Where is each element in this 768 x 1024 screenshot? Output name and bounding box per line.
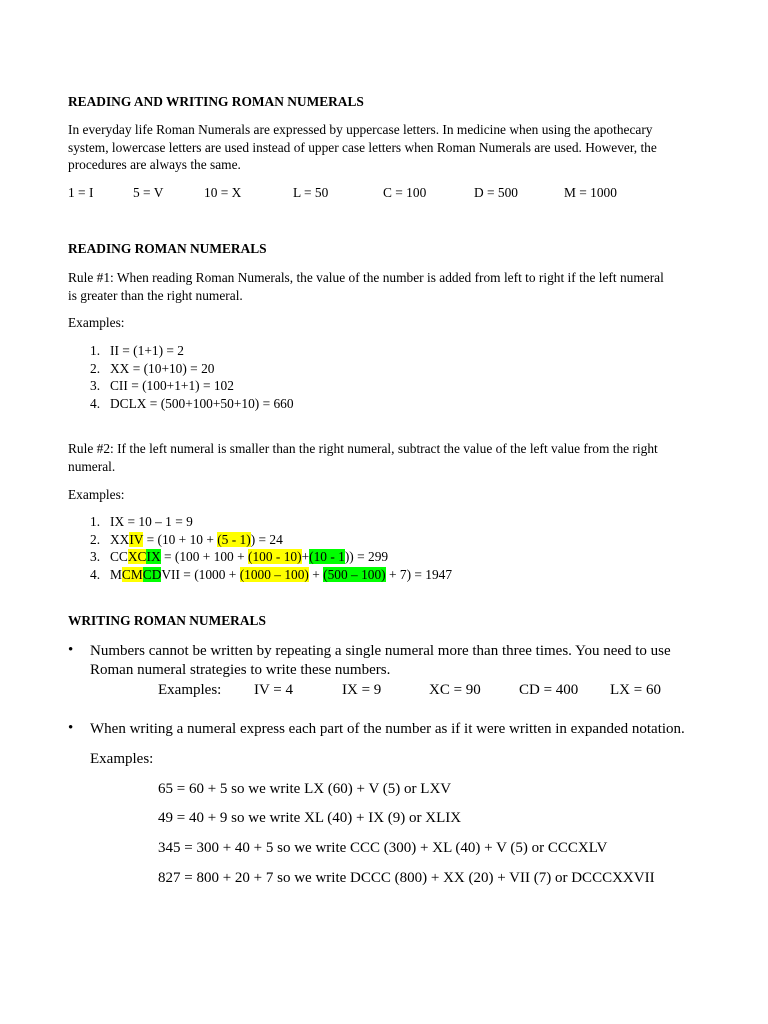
expanded-example: 345 = 300 + 40 + 5 so we write CCC (300) + XL (40) + V (5) or CCCXLV xyxy=(158,840,608,856)
value-thousand: M = 1000 xyxy=(564,185,617,200)
list-text: DCLX = (500+100+50+10) = 660 xyxy=(110,395,294,411)
bullet1-line: Roman numeral strategies to write these numbers. xyxy=(90,662,391,678)
value-five: 5 = V xyxy=(133,185,164,200)
rule2-example-list xyxy=(90,513,452,583)
list-item xyxy=(90,548,452,566)
examples-label: Examples: xyxy=(158,682,222,698)
expanded-example: 827 = 800 + 20 + 7 so we write DCCC (800) + XX (20) + VII (7) or DCCCXXVII xyxy=(158,870,655,886)
examples-label: Examples: xyxy=(68,315,125,330)
text-segment: XX xyxy=(110,531,130,547)
text-segment: = (10 + 10 + xyxy=(143,531,218,547)
list-number: 2. xyxy=(90,531,101,547)
rule2-paragraph xyxy=(68,440,708,475)
list-number: 1. xyxy=(90,514,101,529)
bullet1-paragraph xyxy=(90,642,671,680)
section-heading-reading: READING ROMAN NUMERALS xyxy=(68,241,267,256)
page-title: READING AND WRITING ROMAN NUMERALS xyxy=(68,94,364,109)
value-ten: 10 = X xyxy=(204,185,242,200)
strategy-example: IX = 9 xyxy=(342,682,382,698)
intro-line: procedures are always the same. xyxy=(68,157,241,172)
text-segment: CC xyxy=(110,549,128,564)
rule1-line: is greater than the right numeral. xyxy=(68,287,243,303)
value-fifty: L = 50 xyxy=(293,185,329,200)
value-hundred: C = 100 xyxy=(383,185,427,200)
highlight-yellow: (1000 – 100) xyxy=(239,566,309,582)
list-number: 2. xyxy=(90,360,101,376)
rule1-example-list xyxy=(90,342,294,412)
list-item xyxy=(90,395,294,413)
highlight-yellow: (5 - 1) xyxy=(217,531,251,547)
highlight-green: CD xyxy=(142,566,162,582)
examples-label: Examples: xyxy=(68,487,125,502)
list-text: II = (1+1) = 2 xyxy=(110,343,184,358)
list-number: 1. xyxy=(90,343,101,358)
text-segment: VII = (1000 + xyxy=(161,566,240,582)
list-number: 4. xyxy=(90,395,101,411)
rule1-line: Rule #1: When reading Roman Numerals, the value of the number is added from left to right if the left numeral xyxy=(68,270,664,285)
text-segment: ) = 24 xyxy=(250,531,283,547)
strategy-example: LX = 60 xyxy=(610,682,661,698)
list-number: 3. xyxy=(90,378,101,393)
highlight-yellow: (100 - 10) xyxy=(248,549,302,564)
list-number: 4. xyxy=(90,566,101,582)
bullet2-line: When writing a numeral express each part of the number as if it were written in expanded notation. xyxy=(90,721,685,737)
list-text: IX = 10 – 1 = 9 xyxy=(110,514,193,529)
text-segment: + xyxy=(308,566,324,582)
intro-line: In everyday life Roman Numerals are expressed by uppercase letters. In medicine when using the apothecary xyxy=(68,122,653,137)
list-item xyxy=(90,513,452,531)
bullet-icon: • xyxy=(68,720,74,736)
highlight-green: (10 - 1 xyxy=(309,549,345,564)
list-item xyxy=(90,566,452,584)
text-segment: M xyxy=(110,566,122,582)
strategy-example: CD = 400 xyxy=(519,682,579,698)
highlight-green: IX xyxy=(146,549,161,564)
strategy-example: XC = 90 xyxy=(429,682,481,698)
list-number: 3. xyxy=(90,549,101,564)
text-segment: + 7) = 1947 xyxy=(385,566,453,582)
highlight-yellow: CM xyxy=(121,566,143,582)
text-segment: + xyxy=(301,549,310,564)
highlight-green: (500 – 100) xyxy=(323,566,386,582)
expanded-example: 49 = 40 + 9 so we write XL (40) + IX (9) or XLIX xyxy=(158,810,462,826)
list-text: XX = (10+10) = 20 xyxy=(110,360,215,376)
expanded-example: 65 = 60 + 5 so we write LX (60) + V (5) or LXV xyxy=(158,781,452,797)
text-segment: )) = 299 xyxy=(344,549,389,564)
rule1-paragraph xyxy=(68,269,708,304)
bullet1-line: Numbers cannot be written by repeating a single numeral more than three times. You need to use xyxy=(90,643,671,659)
list-item xyxy=(90,360,294,378)
list-item xyxy=(90,342,294,360)
intro-line: system, lowercase letters are used instead of upper case letters when Roman Numerals are used. However, the xyxy=(68,139,657,155)
rule2-line: numeral. xyxy=(68,458,116,474)
section-heading-writing: WRITING ROMAN NUMERALS xyxy=(68,613,266,628)
list-item xyxy=(90,531,452,549)
list-item xyxy=(90,377,294,395)
text-segment: = (100 + 100 + xyxy=(160,549,248,564)
list-text: CII = (100+1+1) = 102 xyxy=(110,378,234,393)
value-one: 1 = I xyxy=(68,185,94,200)
bullet-icon: • xyxy=(68,642,74,658)
highlight-yellow: XC xyxy=(127,549,147,564)
intro-paragraph xyxy=(68,121,708,174)
rule2-line: Rule #2: If the left numeral is smaller than the right numeral, subtract the value of the left value from the right xyxy=(68,441,658,456)
examples-label: Examples: xyxy=(90,751,154,767)
strategy-example: IV = 4 xyxy=(254,682,294,698)
value-five-hundred: D = 500 xyxy=(474,185,519,200)
highlight-yellow: IV xyxy=(129,531,144,547)
